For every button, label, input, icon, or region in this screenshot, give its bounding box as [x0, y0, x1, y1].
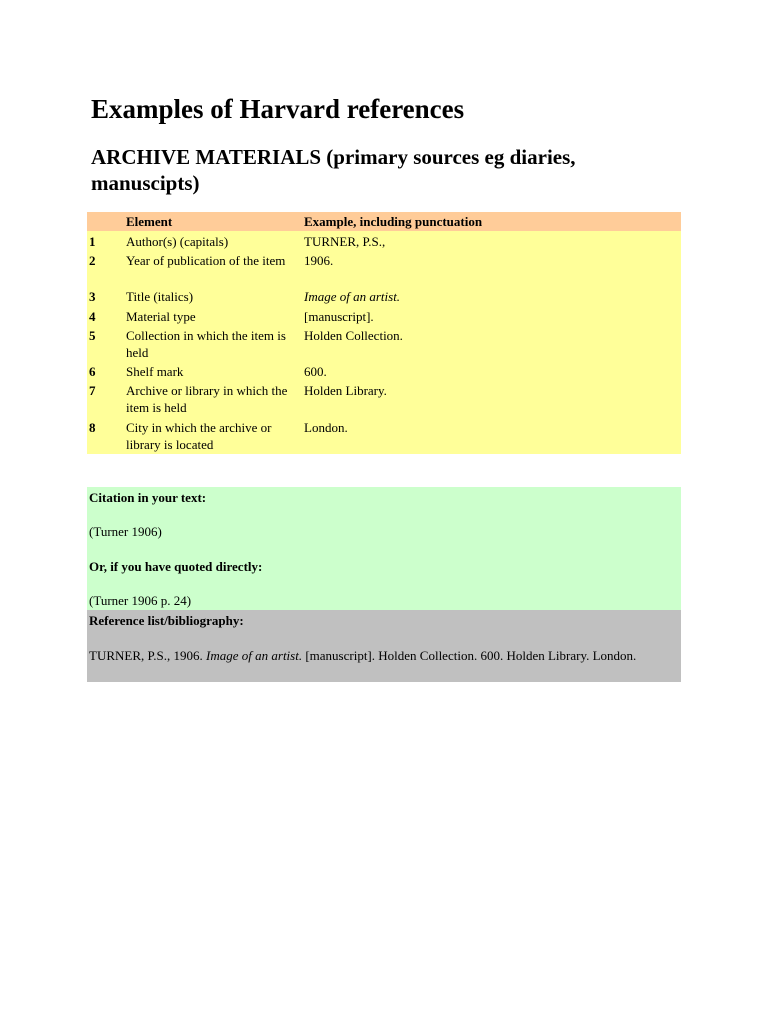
quoted-citation-heading: Or, if you have quoted directly:	[89, 559, 263, 574]
row-example: [manuscript].	[304, 309, 374, 324]
row-element: City in which the archive or library is located	[126, 420, 272, 452]
row-element: Author(s) (capitals)	[126, 234, 229, 249]
row-element: Title (italics)	[126, 289, 194, 304]
row-example: TURNER, P.S.,	[304, 234, 386, 249]
reference-list-section	[87, 610, 681, 682]
section-title: ARCHIVE MATERIALS (primary sources eg diaries, manuscipts)	[91, 145, 576, 195]
citation-heading: Citation in your text:	[89, 490, 207, 505]
row-example: Image of an artist.	[304, 289, 401, 304]
row-element: Material type	[126, 309, 196, 324]
row-number: 1	[89, 234, 96, 249]
header-element: Element	[126, 214, 173, 229]
row-number: 2	[89, 253, 96, 268]
header-example: Example, including punctuation	[304, 214, 483, 229]
row-number: 6	[89, 364, 96, 379]
row-example: Holden Collection.	[304, 328, 403, 343]
entry-author-year: TURNER, P.S., 1906.	[89, 648, 203, 663]
row-element: Year of publication of the item	[126, 253, 286, 268]
row-number: 3	[89, 289, 96, 304]
reference-elements-table	[87, 212, 681, 454]
entry-title: Image of an artist.	[206, 648, 303, 663]
citation-example: (Turner 1906)	[89, 524, 162, 539]
row-example: 600.	[304, 364, 327, 379]
row-element: Archive or library in which the item is held	[126, 383, 288, 415]
row-element: Collection in which the item is held	[126, 328, 286, 360]
reference-list-entry	[89, 647, 677, 664]
row-example: London.	[304, 420, 348, 435]
quoted-citation-example: (Turner 1906 p. 24)	[89, 593, 192, 608]
reference-list-heading: Reference list/bibliography:	[89, 613, 244, 628]
citation-section	[87, 487, 681, 610]
row-example: 1906.	[304, 253, 334, 268]
row-number: 5	[89, 328, 96, 343]
document-title: Examples of Harvard references	[91, 94, 465, 124]
table-header-row	[87, 212, 681, 231]
row-example: Holden Library.	[304, 383, 387, 398]
row-number: 8	[89, 420, 96, 435]
entry-details: [manuscript]. Holden Collection. 600. Holden Library. London.	[305, 648, 637, 663]
row-number: 4	[89, 309, 96, 324]
row-element: Shelf mark	[126, 364, 184, 379]
row-number: 7	[89, 383, 96, 398]
